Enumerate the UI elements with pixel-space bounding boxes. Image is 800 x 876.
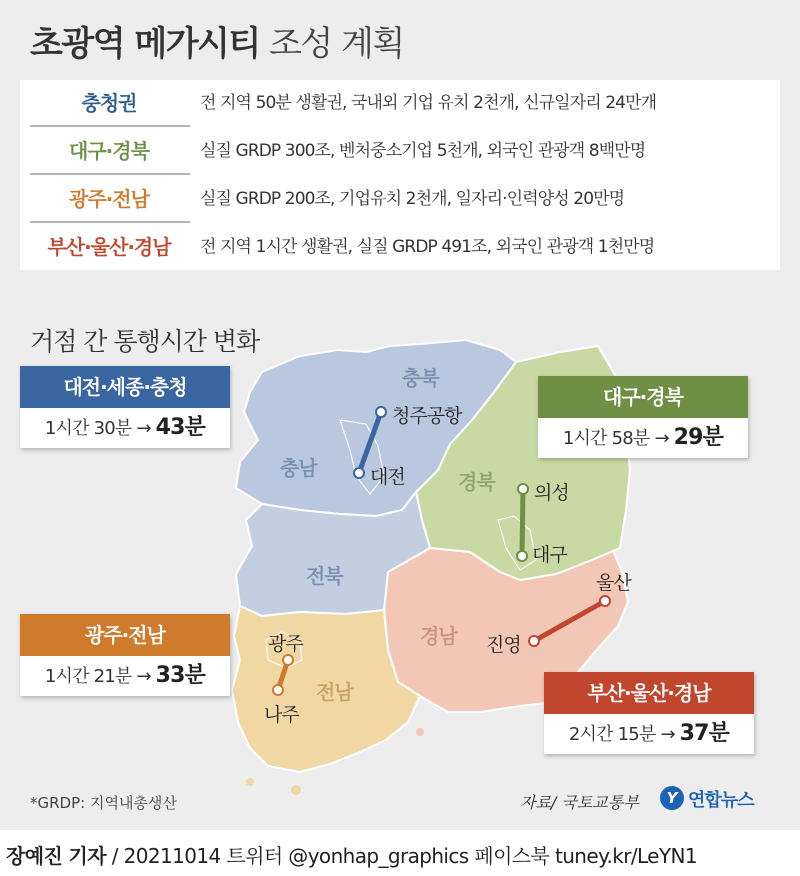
city-label-gwangju: 광주 xyxy=(268,633,303,655)
footer-links: / 20211014 트위터 @yonhap_graphics 페이스북 tuney.kr/LeYN1 xyxy=(105,844,697,868)
plan-region: 광주·전남 xyxy=(69,187,149,211)
time-box-body xyxy=(20,408,230,448)
time-before: 1시간 58분 xyxy=(562,428,650,449)
arrow-icon: → xyxy=(136,418,151,439)
time-before: 2시간 15분 xyxy=(568,724,656,745)
time-box-gwangju-jeonnam xyxy=(20,614,230,696)
time-after: 43분 xyxy=(155,415,206,440)
plan-region: 대구·경북 xyxy=(69,139,149,163)
footer-credit xyxy=(6,840,697,869)
map-label-gyeongnam: 경남 xyxy=(420,624,457,648)
arrow-icon: → xyxy=(654,428,669,449)
city-label-uiseong: 의성 xyxy=(534,482,569,504)
reporter-name: 장예진 기자 xyxy=(6,844,106,868)
island-shape xyxy=(246,778,254,786)
plan-desc: 전 지역 1시간 생활권, 실질 GRDP 491조, 외국인 관광객 1천만명 xyxy=(200,237,655,257)
city-marker-gwangju xyxy=(283,655,293,665)
arrow-icon: → xyxy=(136,666,151,687)
time-box-body xyxy=(538,418,748,458)
plan-region: 충청권 xyxy=(81,91,137,115)
city-label-cheongju-airport: 청주공항 xyxy=(392,405,462,427)
time-box-chungcheong xyxy=(20,366,230,448)
map-label-gyeongbuk: 경북 xyxy=(458,470,495,494)
footnote: *GRDP: 지역내총생산 xyxy=(30,794,177,812)
plan-region: 부산·울산·경남 xyxy=(47,235,171,259)
city-marker-naju xyxy=(273,685,283,695)
time-before: 1시간 30분 xyxy=(44,418,132,439)
plan-desc: 실질 GRDP 300조, 벤처중소기업 5천개, 외국인 관광객 8백만명 xyxy=(200,141,646,161)
city-label-jinyeong: 진영 xyxy=(486,634,521,656)
city-marker-daegu xyxy=(517,551,527,561)
plan-desc: 전 지역 50분 생활권, 국내외 기업 유치 2천개, 신규일자리 24만개 xyxy=(200,93,657,113)
city-marker-uiseong xyxy=(518,484,528,494)
time-before: 1시간 21분 xyxy=(44,666,132,687)
map-label-jeonbuk: 전북 xyxy=(306,564,343,588)
island-shape xyxy=(416,728,424,736)
time-after: 29분 xyxy=(673,425,724,450)
subtitle: 거점 간 통행시간 변화 xyxy=(30,327,260,356)
city-marker-jinyeong xyxy=(529,636,539,646)
footer-bar xyxy=(0,830,800,876)
city-label-naju: 나주 xyxy=(264,704,299,726)
time-box-header: 부산·울산·경남 xyxy=(544,672,754,714)
plan-desc: 실질 GRDP 200조, 기업유치 2천개, 일자리·인력양성 20만명 xyxy=(200,189,625,209)
route-line-daegu-gyeongbuk xyxy=(522,489,523,556)
time-box-body xyxy=(544,714,754,754)
arrow-icon: → xyxy=(660,724,675,745)
time-box-daegu-gyeongbuk xyxy=(538,376,748,458)
yonhap-logo xyxy=(660,784,778,814)
city-label-daejeon: 대전 xyxy=(370,466,405,488)
time-after: 33분 xyxy=(155,663,206,688)
time-box-header: 대구·경북 xyxy=(538,376,748,418)
map-label-jeonnam: 전남 xyxy=(316,680,353,704)
title-bold: 초광역 메가시티 xyxy=(30,24,260,64)
time-box-busan-ulsan-gyeongnam xyxy=(544,672,754,754)
map-label-chungbuk: 충북 xyxy=(402,366,439,390)
island-shape xyxy=(291,785,301,795)
title-normal: 조성 계획 xyxy=(269,24,404,64)
time-box-body xyxy=(20,656,230,696)
time-box-header: 대전·세종·충청 xyxy=(20,366,230,408)
city-label-daegu: 대구 xyxy=(532,544,567,566)
time-after: 37분 xyxy=(679,721,730,746)
city-marker-daejeon xyxy=(354,468,364,478)
yonhap-logo-text: 연합뉴스 xyxy=(688,790,754,811)
city-label-ulsan: 울산 xyxy=(596,572,631,594)
map-label-chungnam: 충남 xyxy=(280,456,317,480)
yonhap-logo-icon: Y xyxy=(660,786,684,810)
city-marker-cheongju-airport xyxy=(376,407,386,417)
city-marker-ulsan xyxy=(600,596,610,606)
time-box-header: 광주·전남 xyxy=(20,614,230,656)
source-credit: 자료/ 국토교통부 xyxy=(520,793,639,812)
